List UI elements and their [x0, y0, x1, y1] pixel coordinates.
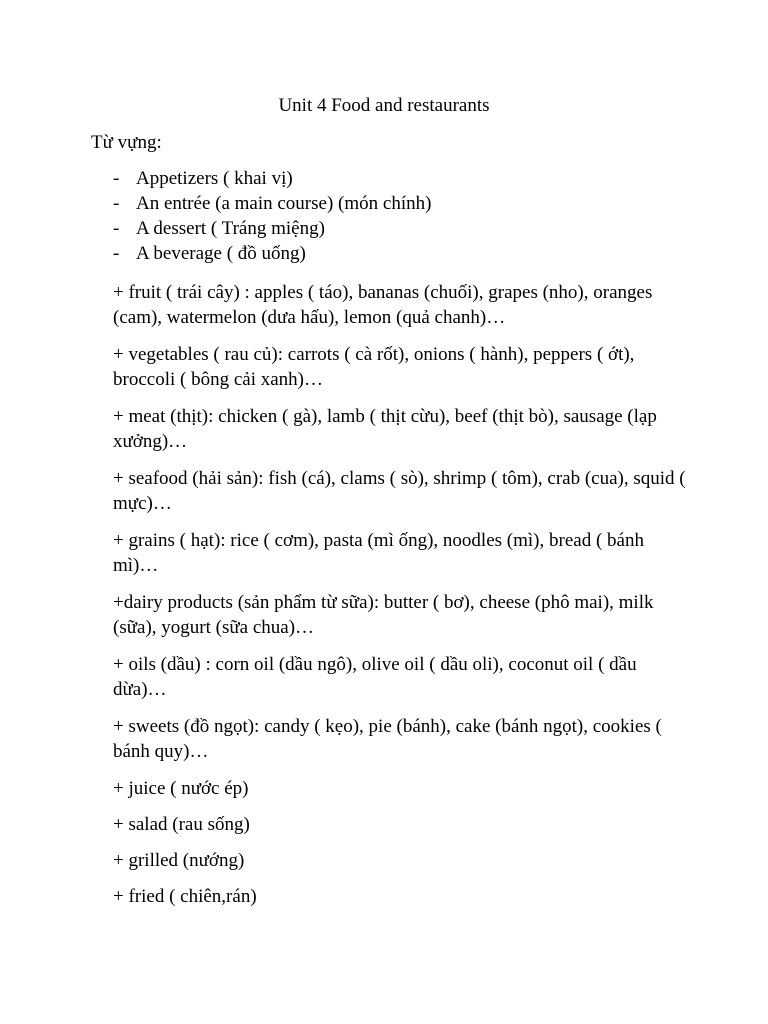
vocab-entry-juice: + juice ( nước ép) [113, 778, 249, 799]
list-item-text: A dessert ( Tráng miệng) [136, 218, 325, 239]
vocab-entry-fruit: + fruit ( trái cây) : apples ( táo), bananas (chuối), grapes (nho), oranges (cam), watermelon (dưa hấu), lemon (quả chanh)… [113, 282, 653, 328]
vocabulary-heading: Từ vựng: [91, 132, 162, 153]
vocab-entry-vegetables: + vegetables ( rau củ): carrots ( cà rốt), onions ( hành), peppers ( ớt), broccoli ( bông cải xanh)… [113, 344, 635, 390]
vocab-entry-dairy: +dairy products (sản phẩm từ sữa): butter ( bơ), cheese (phô mai), milk (sữa), yogurt (sữa chua)… [113, 592, 654, 638]
vocab-entry-salad: + salad (rau sống) [113, 814, 250, 835]
course-list [113, 166, 431, 266]
list-item-text: Appetizers ( khai vị) [136, 168, 293, 189]
bullet-dash: - [113, 243, 120, 264]
list-item-text: An entrée (a main course) (món chính) [136, 193, 432, 214]
bullet-dash: - [113, 218, 120, 239]
vocab-entry-fried: + fried ( chiên,rán) [113, 886, 257, 907]
list-item [113, 216, 431, 241]
list-item [113, 191, 431, 216]
document-title: Unit 4 Food and restaurants [278, 95, 490, 116]
vocab-entry-grains: + grains ( hạt): rice ( cơm), pasta (mì ống), noodles (mì), bread ( bánh mì)… [113, 530, 644, 576]
bullet-dash: - [113, 193, 120, 214]
list-item [113, 166, 431, 191]
vocabulary-entries [113, 280, 693, 920]
bullet-dash: - [113, 168, 120, 189]
vocab-entry-oils: + oils (dầu) : corn oil (dầu ngô), olive oil ( dầu oli), coconut oil ( dầu dừa)… [113, 654, 637, 700]
list-item-text: A beverage ( đồ uống) [136, 243, 306, 264]
vocab-entry-meat: + meat (thịt): chicken ( gà), lamb ( thịt cừu), beef (thịt bò), sausage (lạp xưởng)… [113, 406, 657, 452]
vocab-entry-sweets: + sweets (đồ ngọt): candy ( kẹo), pie (bánh), cake (bánh ngọt), cookies ( bánh quy)… [113, 716, 662, 762]
vocab-entry-seafood: + seafood (hải sản): fish (cá), clams ( sò), shrimp ( tôm), crab (cua), squid ( mực)… [113, 468, 686, 514]
vocab-entry-grilled: + grilled (nướng) [113, 850, 245, 871]
list-item [113, 241, 431, 266]
